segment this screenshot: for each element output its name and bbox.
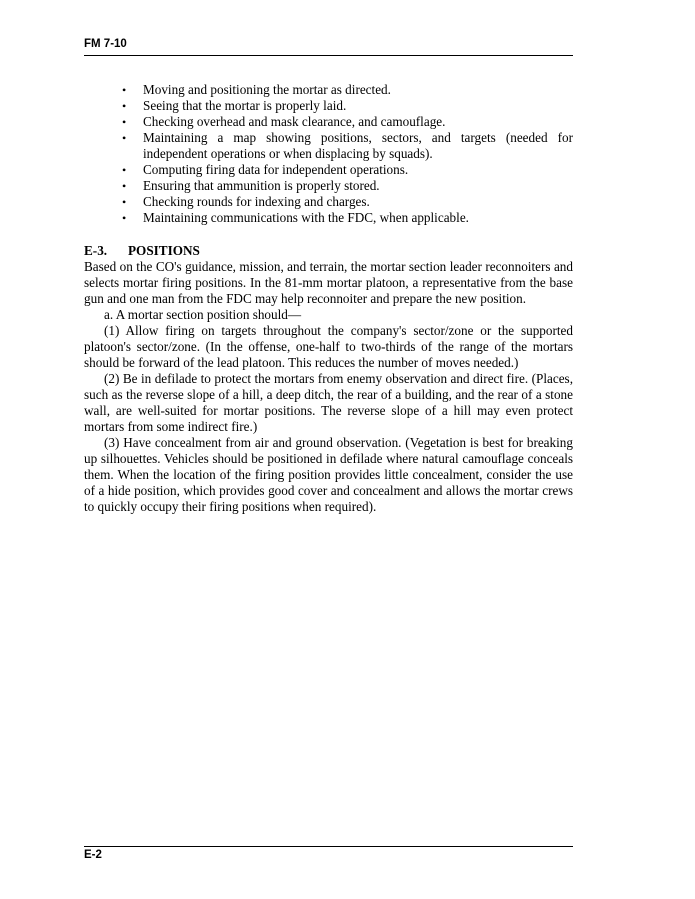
section-number: E-3.: [84, 243, 108, 258]
list-item-text: Maintaining a map showing positions, sectors, and targets (needed for independent operations or when displacing by squads).: [143, 130, 573, 161]
list-item-text: Maintaining communications with the FDC, when applicable.: [143, 210, 469, 225]
subparagraph-a: a. A mortar section position should—: [104, 307, 302, 322]
list-item: [84, 114, 573, 130]
requirement-2: (2) Be in defilade to protect the mortars from enemy observation and direct fire. (Places, such as the reverse slope of a hill, a deep ditch, the rear of a building, and the rear of a stone wall, are well-suited for mortar positions. The reverse slope of a hill may even protect mortars from some indirect fire.): [84, 371, 573, 434]
requirement-3: (3) Have concealment from air and ground observation. (Vegetation is best for breaking up silhouettes. Vehicles should be positioned in defilade where natural camouflage conceals them. When the location of the firing position provides little concealment, consider the use of a hide position, which provides good cover and concealment and allows the mortar crews to quickly occupy their firing positions when required).: [84, 435, 573, 514]
list-item: [84, 98, 573, 114]
requirement-1: (1) Allow firing on targets throughout the company's sector/zone or the supported platoon's sector/zone. (In the offense, one-half to two-thirds of the range of the mortars should be forward of the lead platoon. This reduces the number of moves needed.): [84, 323, 573, 370]
bullet-icon: •: [122, 211, 127, 225]
footer-rule: [84, 846, 573, 847]
list-item: [84, 82, 573, 98]
list-item: [84, 210, 573, 226]
bullet-icon: •: [122, 83, 127, 97]
list-item: [84, 162, 573, 178]
bullet-icon: •: [122, 163, 127, 177]
list-item: [84, 194, 573, 210]
bullet-icon: •: [122, 179, 127, 193]
list-item-text: Seeing that the mortar is properly laid.: [143, 98, 347, 113]
page-body: [84, 82, 573, 515]
running-header: FM 7-10: [84, 38, 127, 50]
page-number: E-2: [84, 849, 102, 861]
list-item-text: Computing firing data for independent operations.: [143, 162, 409, 177]
section-intro: Based on the CO's guidance, mission, and terrain, the mortar section leader reconnoiters and selects mortar firing positions. In the 81-mm mortar platoon, a representative from the base gun and one man from the FDC may help reconnoiter and prepare the new position.: [84, 259, 573, 306]
section-heading: [84, 243, 573, 259]
list-item: [84, 178, 573, 194]
bullet-icon: •: [122, 115, 127, 129]
section-title: POSITIONS: [128, 243, 200, 258]
list-item: [84, 130, 573, 162]
bullet-icon: •: [122, 131, 127, 145]
list-item-text: Checking overhead and mask clearance, and camouflage.: [143, 114, 446, 129]
bullet-icon: •: [122, 99, 127, 113]
list-item-text: Checking rounds for indexing and charges.: [143, 194, 370, 209]
header-rule: [84, 55, 573, 56]
bullet-icon: •: [122, 195, 127, 209]
bullet-list: [84, 82, 573, 226]
list-item-text: Moving and positioning the mortar as directed.: [143, 82, 391, 97]
list-item-text: Ensuring that ammunition is properly stored.: [143, 178, 380, 193]
